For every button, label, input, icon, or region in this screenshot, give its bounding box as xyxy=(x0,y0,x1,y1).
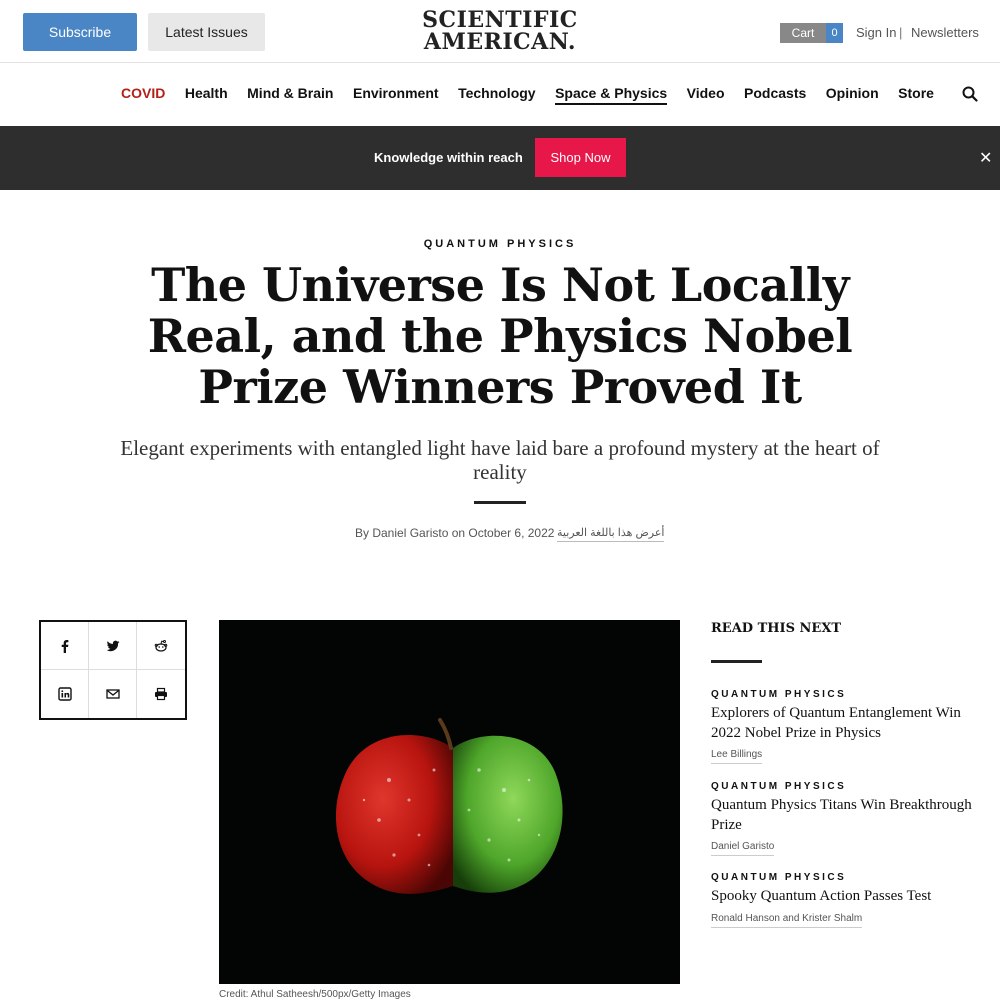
share-twitter[interactable] xyxy=(89,622,137,670)
read-next-kicker[interactable]: QUANTUM PHYSICS xyxy=(711,781,847,792)
cart-count-badge: 0 xyxy=(826,23,843,43)
nav-item-environment[interactable]: Environment xyxy=(352,85,439,101)
read-next-item[interactable] xyxy=(711,689,981,764)
nav-item-opinion[interactable]: Opinion xyxy=(825,85,879,101)
read-next-item[interactable] xyxy=(711,781,981,856)
nav-item-podcasts[interactable]: Podcasts xyxy=(744,85,807,101)
article-dek: Elegant experiments with entangled light have laid bare a profound mystery at the heart of reality xyxy=(120,436,880,484)
read-next-title: READ THIS NEXT xyxy=(711,621,842,636)
logo-line-2: AMERICAN. xyxy=(423,29,577,55)
top-bar xyxy=(0,0,1000,63)
divider xyxy=(474,501,526,504)
split-apple-illustration xyxy=(219,620,680,984)
read-next-kicker[interactable]: QUANTUM PHYSICS xyxy=(711,689,847,700)
read-next-author[interactable]: Ronald Hanson and Krister Shalm xyxy=(711,913,862,928)
site-logo[interactable] xyxy=(400,9,600,53)
logo-line-1: SCIENTIFIC xyxy=(422,7,578,33)
twitter-icon xyxy=(106,639,120,653)
linkedin-icon xyxy=(58,687,72,701)
share-facebook[interactable] xyxy=(41,622,89,670)
shop-now-button[interactable]: Shop Now xyxy=(535,138,626,177)
share-email[interactable] xyxy=(89,670,137,718)
search-icon[interactable] xyxy=(962,86,978,102)
reddit-icon xyxy=(154,639,168,653)
article-kicker[interactable]: QUANTUM PHYSICS xyxy=(423,238,577,250)
close-icon[interactable]: ✕ xyxy=(979,150,993,167)
share-print[interactable] xyxy=(137,670,185,718)
main-nav xyxy=(0,63,1000,126)
share-grid xyxy=(39,620,187,720)
latest-issues-button[interactable]: Latest Issues xyxy=(148,13,265,51)
read-next-kicker[interactable]: QUANTUM PHYSICS xyxy=(711,872,847,883)
cart-label: Cart xyxy=(780,23,826,43)
read-next-author[interactable]: Daniel Garisto xyxy=(711,841,774,856)
sign-in-link[interactable]: Sign In xyxy=(856,25,897,40)
read-next-author[interactable]: Lee Billings xyxy=(711,749,762,764)
nav-item-mind-brain[interactable]: Mind & Brain xyxy=(247,85,334,101)
cart-button[interactable] xyxy=(780,23,843,43)
email-icon xyxy=(106,687,120,701)
facebook-icon xyxy=(58,639,72,653)
read-next-item[interactable] xyxy=(711,872,981,928)
share-linkedin[interactable] xyxy=(41,670,89,718)
read-next-headline[interactable]: Spooky Quantum Action Passes Test xyxy=(711,888,932,904)
nav-item-space-physics[interactable]: Space & Physics xyxy=(555,85,667,105)
nav-item-health[interactable]: Health xyxy=(184,85,228,101)
print-icon xyxy=(154,687,168,701)
promo-banner xyxy=(0,126,1000,190)
nav-item-covid[interactable]: COVID xyxy=(121,85,166,101)
read-next-divider xyxy=(711,660,762,663)
image-credit: Credit: Athul Satheesh/500px/Getty Images xyxy=(219,989,411,1000)
nav-item-store[interactable]: Store xyxy=(898,85,934,101)
article-headline: The Universe Is Not Locally Real, and the Physics Nobel Prize Winners Proved It xyxy=(147,258,853,414)
nav-item-technology[interactable]: Technology xyxy=(458,85,536,101)
subscribe-button[interactable]: Subscribe xyxy=(23,13,137,51)
arabic-language-link[interactable]: أعرض هذا باللغة العربية xyxy=(557,526,664,542)
article-byline: By Daniel Garisto on October 6, 2022 xyxy=(355,526,555,540)
header-separator: | xyxy=(899,25,903,40)
read-next-headline[interactable]: Quantum Physics Titans Win Breakthrough Prize xyxy=(711,797,972,833)
newsletters-link[interactable]: Newsletters xyxy=(911,25,979,40)
promo-text: Knowledge within reach xyxy=(374,150,523,165)
read-next-headline[interactable]: Explorers of Quantum Entanglement Win 2022 Nobel Prize in Physics xyxy=(711,705,961,741)
hero-image xyxy=(219,620,680,984)
nav-item-video[interactable]: Video xyxy=(686,85,725,101)
share-reddit[interactable] xyxy=(137,622,185,670)
